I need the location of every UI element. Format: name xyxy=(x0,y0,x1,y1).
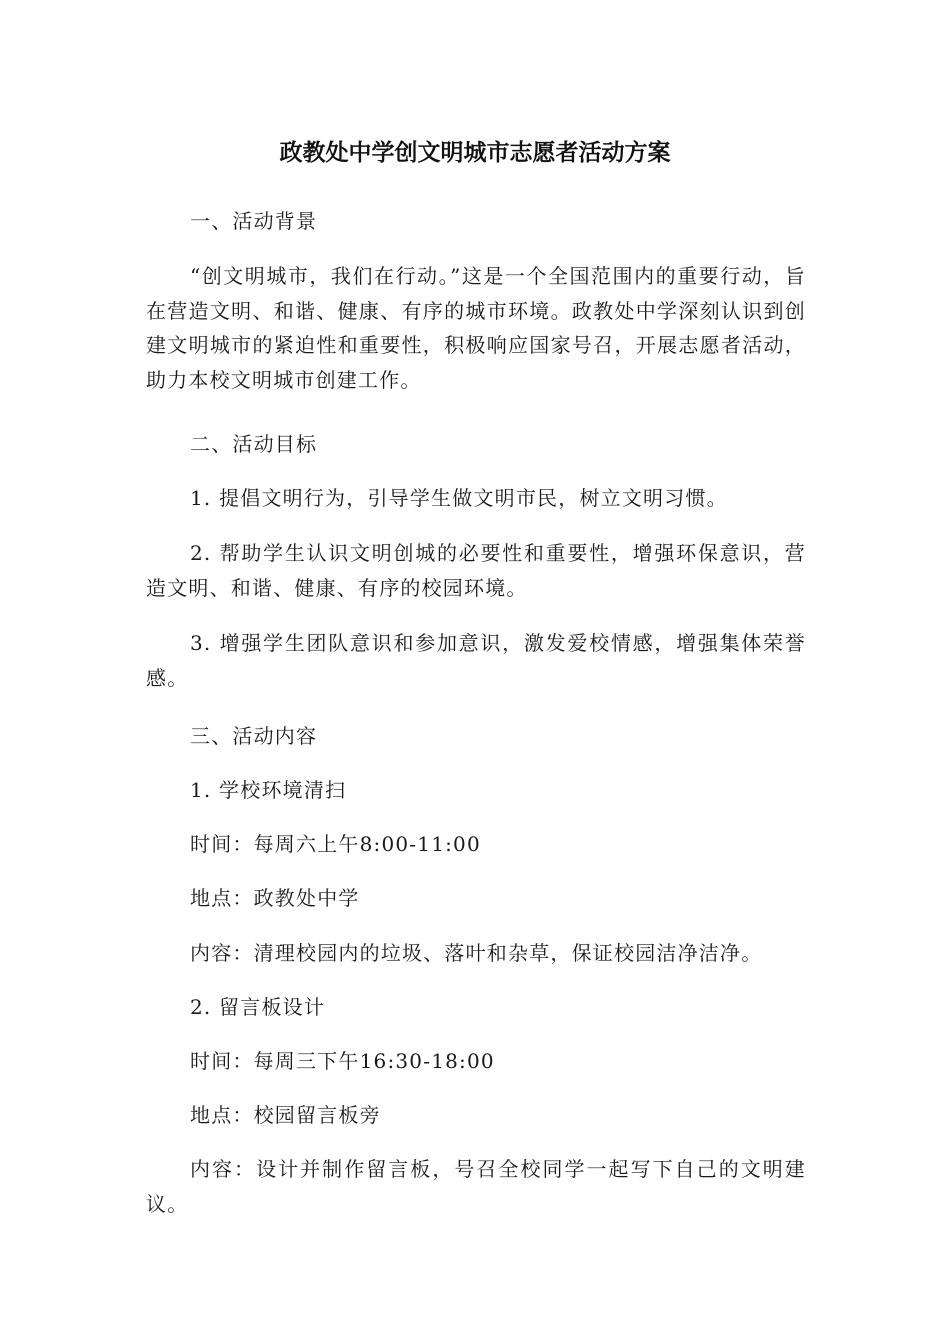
activity-1-title: 1. 学校环境清扫 xyxy=(190,778,347,802)
activity-2-title: 2. 留言板设计 xyxy=(190,995,326,1019)
goal-item-1: 1. 提倡文明行为，引导学生做文明市民，树立文明习惯。 xyxy=(190,486,728,510)
activity-1-time: 时间：每周六上午8:00-11:00 xyxy=(190,832,481,856)
section-heading-content: 三、活动内容 xyxy=(190,724,318,748)
activity-1-location: 地点：政教处中学 xyxy=(190,886,360,910)
document-title: 政教处中学创文明城市志愿者活动方案 xyxy=(279,140,671,166)
activity-1-content: 内容：清理校园内的垃圾、落叶和杂草，保证校园洁净洁净。 xyxy=(190,941,763,965)
activity-2-time: 时间：每周三下午16:30-18:00 xyxy=(190,1049,495,1073)
paragraph-background: “创文明城市，我们在行动。”这是一个全国范围内的重要行动，旨在营造文明、和谐、健康、有序的城市环境。政教处中学深刻认识到创建文明城市的紧迫性和重要性，积极响应国家号召，开展志愿者活动，助力本校文明城市创建工作。 xyxy=(146,264,806,392)
goal-item-2: 2. 帮助学生认识文明创城的必要性和重要性，增强环保意识，营造文明、和谐、健康、有序的校园环境。 xyxy=(146,541,806,600)
activity-2-content: 内容：设计并制作留言板，号召全校同学一起写下自己的文明建议。 xyxy=(146,1157,806,1216)
section-heading-background: 一、活动背景 xyxy=(190,209,318,233)
activity-2-location: 地点：校园留言板旁 xyxy=(190,1103,381,1127)
goal-item-3: 3. 增强学生团队意识和参加意识，激发爱校情感，增强集体荣誉感。 xyxy=(146,631,806,690)
section-heading-goals: 二、活动目标 xyxy=(190,432,318,456)
